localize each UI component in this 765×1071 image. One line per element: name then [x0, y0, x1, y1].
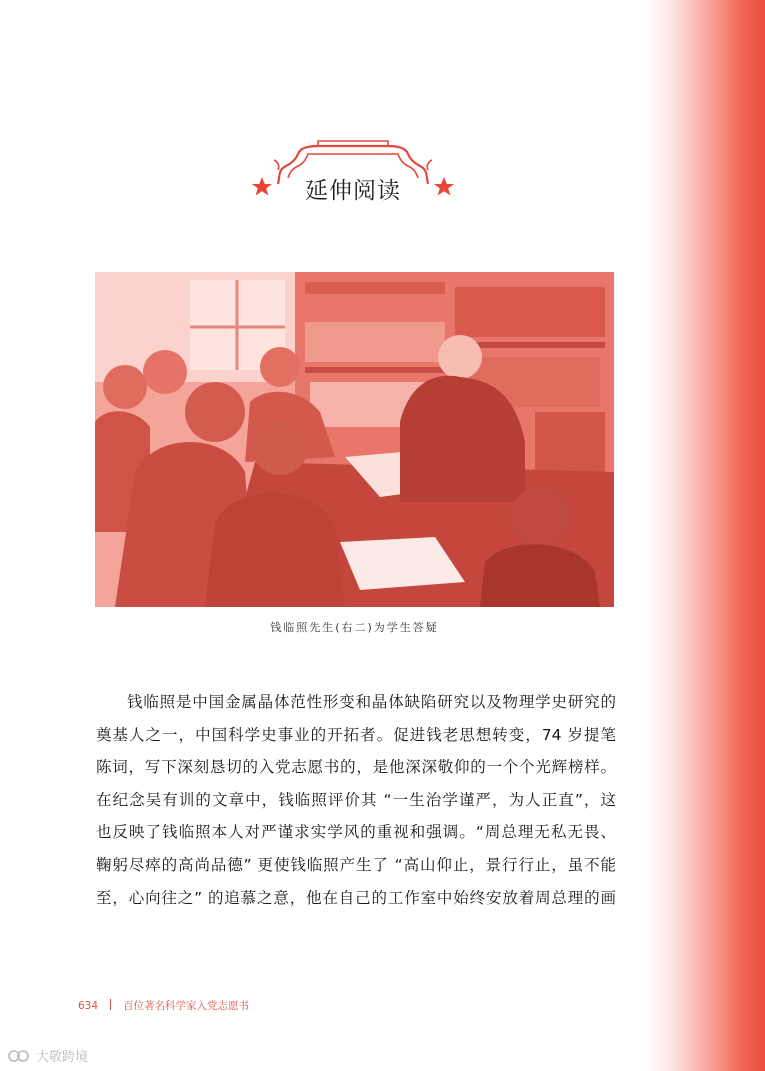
photo-image: [95, 272, 614, 607]
photo-caption: 钱临照先生(右二)为学生答疑: [270, 621, 439, 634]
book-title: 百位著名科学家入党志愿书: [123, 1000, 250, 1012]
body-line: 钱临照是中国金属晶体范性形变和晶体缺陷研究以及物理学史研究的: [127, 693, 616, 711]
body-line: 在纪念吴有训的文章中，钱临照评价其 “一生治学谨严，为人正直”，这: [96, 790, 616, 809]
section-title: 延伸阅读: [305, 178, 401, 204]
watermark-logo-icon: [8, 1049, 30, 1063]
footer-divider: [110, 999, 111, 1010]
watermark-text: 大敬跨境: [36, 1050, 89, 1065]
body-paragraph: [96, 686, 616, 914]
photo-qian-linzhao-with-students: [95, 272, 614, 607]
watermark: [8, 1046, 88, 1065]
page-number: 634: [78, 1000, 99, 1012]
body-line: 奠基人之一，中国科学史事业的开拓者。促进钱老思想转变，74 岁提笔: [96, 725, 616, 744]
section-heading: [248, 132, 458, 212]
body-line: 至，心向往之” 的追慕之意，他在自己的工作室中始终安放着周总理的画: [96, 888, 616, 907]
body-line: 也反映了钱临照本人对严谨求实学风的重视和强调。“周总理无私无畏、: [96, 823, 616, 842]
body-line: 陈词，写下深刻恳切的入党志愿书的，是他深深敬仰的一个个光辉榜样。: [96, 758, 616, 777]
page-footer: [78, 998, 249, 1013]
body-line: 鞠躬尽瘁的高尚品德” 更使钱临照产生了 “高山仰止，景行行止，虽不能: [96, 855, 616, 874]
side-color-band: [647, 0, 765, 1071]
